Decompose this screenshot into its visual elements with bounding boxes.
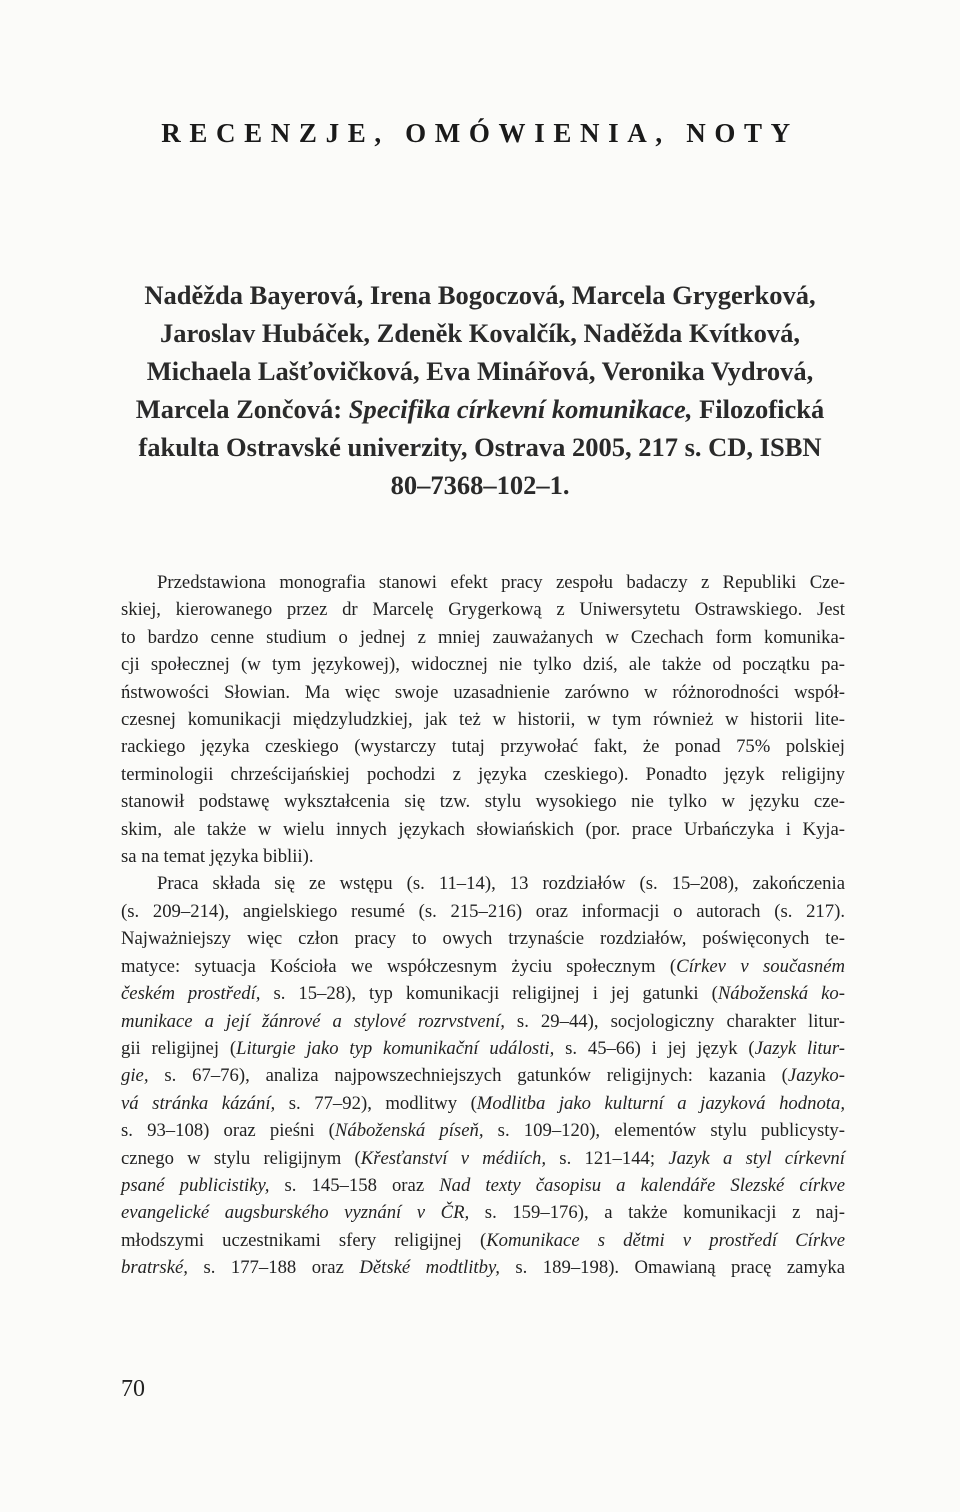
text-line: sa na temat języka biblii). bbox=[121, 846, 314, 868]
chapter-title: psané publicistiky, bbox=[121, 1174, 270, 1196]
review-body bbox=[121, 569, 845, 1282]
text-line: ństwowości Słowian. Ma więc swoje uzasadnienie zarówno w różnorodności współ- bbox=[121, 681, 845, 703]
text-run: s. 189–198). Omawianą pracę zamyka bbox=[499, 1257, 845, 1279]
text-run: matyce: sytuacja Kościoła we współczesnym życiu społecznym ( bbox=[121, 955, 677, 977]
chapter-title: Jazyk a styl církevní bbox=[668, 1147, 845, 1169]
text-run: młodszymi uczestnikami sfery religijnej ( bbox=[121, 1229, 487, 1251]
text-run: s. 121–144; bbox=[546, 1147, 669, 1169]
text-run: s. 145–158 oraz bbox=[269, 1174, 440, 1196]
text-line: Praca składa się ze wstępu (s. 11–14), 13 rozdziałów (s. 15–208), zakończenia bbox=[157, 873, 845, 895]
chapter-title: českém prostředí, bbox=[121, 983, 261, 1005]
chapter-title: Církev v současném bbox=[676, 955, 845, 977]
heading-line: 80–7368–102–1. bbox=[390, 470, 570, 500]
text-line: skim, ale także w wielu innych językach słowiańskich (por. prace Urbańczyka i Kyja- bbox=[121, 818, 845, 840]
text-line bbox=[121, 980, 845, 1007]
chapter-title: Komunikace s dětmi v prostředí Církve bbox=[486, 1229, 846, 1251]
text-line bbox=[121, 1117, 845, 1144]
chapter-title: gie, bbox=[121, 1065, 149, 1087]
text-line: Najważniejszy więc człon pracy to owych trzynaście rozdziałów, poświęconych te- bbox=[121, 928, 845, 950]
text-line: Przedstawiona monografia stanowi efekt pracy zespołu badaczy z Republiki Cze- bbox=[157, 572, 845, 593]
chapter-title: evangelické augsburského vyznání v ČR, bbox=[121, 1202, 470, 1224]
text-line bbox=[121, 1145, 845, 1172]
chapter-title: Nad texty časopisu a kalendáře Slezské církve bbox=[439, 1174, 846, 1196]
paragraph bbox=[121, 870, 845, 1281]
chapter-title: Jazyko- bbox=[787, 1065, 845, 1087]
text-line bbox=[121, 1062, 845, 1089]
text-line: stanowił podstawę wykształcenia się tzw. stylu wysokiego nie tylko w języku cze- bbox=[121, 791, 845, 813]
text-run: s. 93–108) oraz pieśni ( bbox=[121, 1120, 335, 1142]
heading-line bbox=[118, 390, 842, 428]
text-line: cji społecznej (w tym językowej), widocznej nie tylko dziś, ale także od początku pa- bbox=[121, 654, 845, 676]
paragraph bbox=[121, 569, 845, 870]
text-line bbox=[121, 1227, 845, 1254]
text-line bbox=[121, 1035, 845, 1062]
chapter-title: Křesťanství v médiích, bbox=[360, 1147, 547, 1169]
text-run: s. 29–44), socjologiczny charakter litur- bbox=[504, 1010, 845, 1032]
text-run: s. 109–120), elementów stylu publicysty- bbox=[483, 1120, 845, 1142]
chapter-title: Liturgie jako typ komunikační události, bbox=[236, 1037, 555, 1059]
text-run: gii religijnej ( bbox=[121, 1037, 237, 1059]
chapter-title: Náboženská ko- bbox=[717, 983, 845, 1005]
review-bibliographic-heading bbox=[118, 276, 842, 504]
text-line bbox=[121, 1008, 845, 1035]
heading-line: Jaroslav Hubáček, Zdeněk Kovalčík, Naděžda Kvítková, bbox=[160, 318, 800, 348]
text-line: (s. 209–214), angielskiego resumé (s. 215–216) oraz informacji o autorach (s. 217). bbox=[121, 900, 845, 922]
text-run: s. 15–28), typ komunikacji religijnej i jej gatunki ( bbox=[260, 983, 718, 1005]
heading-authors: Marcela Zončová: bbox=[135, 394, 349, 424]
chapter-title: Modlitba jako kulturní a jazyková hodnota, bbox=[476, 1092, 845, 1114]
section-title: RECENZJE, OMÓWIENIA, NOTY bbox=[161, 118, 799, 148]
text-run: s. 45–66) i jej język ( bbox=[554, 1037, 755, 1059]
text-line bbox=[121, 1199, 845, 1226]
page-number: 70 bbox=[121, 1376, 145, 1402]
text-line bbox=[121, 1090, 845, 1117]
chapter-title: Dětské modtlitby, bbox=[359, 1257, 500, 1279]
chapter-title: vá stránka kázání, bbox=[121, 1092, 276, 1114]
text-line: terminologii chrześcijańskiej pochodzi z języka czeskiego). Ponadto język religijny bbox=[121, 763, 845, 785]
text-line: to bardzo cenne studium o jednej z mniej zauważanych w Czechach form komunika- bbox=[121, 626, 845, 648]
heading-line: Naděžda Bayerová, Irena Bogoczová, Marcela Grygerková, bbox=[144, 280, 816, 310]
heading-line: fakulta Ostravské univerzity, Ostrava 2005, 217 s. CD, ISBN bbox=[138, 432, 822, 462]
text-run: s. 77–92), modlitwy ( bbox=[275, 1092, 477, 1114]
chapter-title: munikace a její žánrové a stylové rozrvstvení, bbox=[121, 1010, 505, 1032]
text-line: rackiego języka czeskiego (wystarczy tutaj przywołać fakt, że ponad 75% polskiej bbox=[121, 736, 845, 758]
chapter-title: Náboženská píseň, bbox=[334, 1120, 484, 1142]
text-run: s. 177–188 oraz bbox=[187, 1257, 360, 1279]
text-line: skiej, kierowanego przez dr Marcelę Grygerkową z Uniwersytetu Ostrawskiego. Jest bbox=[121, 599, 845, 621]
chapter-title: Jazyk litur- bbox=[754, 1037, 846, 1059]
text-line bbox=[121, 1254, 845, 1281]
text-line: czesnej komunikacji międzyludzkiej, jak też w historii, w tym również w historii lite- bbox=[121, 709, 845, 731]
text-run: s. 159–176), a także komunikacji z naj- bbox=[469, 1202, 845, 1224]
heading-publisher: Filozofická bbox=[692, 394, 825, 424]
text-run: s. 67–76), analiza najpowszechniejszych gatunków religijnych: kazania ( bbox=[148, 1065, 788, 1087]
text-line bbox=[121, 953, 845, 980]
text-line bbox=[121, 1172, 845, 1199]
heading-line: Michaela Lašťovičková, Eva Minářová, Veronika Vydrová, bbox=[146, 356, 814, 386]
text-run: cznego w stylu religijnym ( bbox=[121, 1147, 361, 1169]
book-title: Specifika církevní komunikace, bbox=[348, 394, 693, 424]
chapter-title: bratrské, bbox=[121, 1257, 188, 1279]
